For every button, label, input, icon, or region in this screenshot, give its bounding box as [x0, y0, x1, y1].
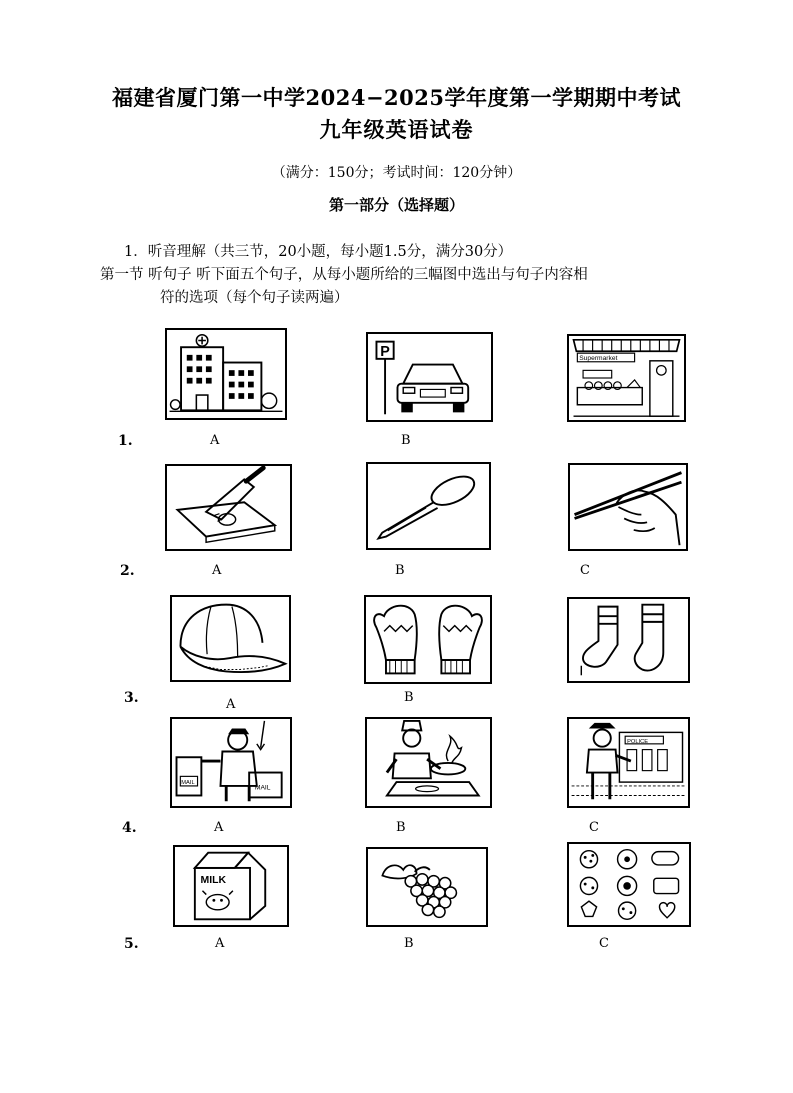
option-label: B: [395, 563, 405, 578]
exam-meta: （满分：150分；考试时间：120分钟）: [271, 165, 522, 181]
option-label: A: [210, 433, 220, 448]
option-2a-picture: [165, 464, 292, 551]
question-number: 5.: [124, 936, 139, 952]
parking-car-icon: [368, 334, 491, 420]
mailman-icon: [172, 719, 290, 806]
section-heading: 1．听音理解（共三节，20小题，每小题1.5分，满分30分）: [124, 244, 513, 260]
option-2c-picture: [568, 463, 688, 551]
option-3a-picture: [170, 595, 291, 682]
question-number: 1.: [118, 433, 133, 449]
milk-carton-icon: [175, 847, 287, 925]
option-label: C: [580, 563, 590, 578]
option-4b-picture: [365, 717, 492, 808]
option-1a-picture: [165, 328, 287, 420]
instruction-line-2: 符的选项（每个句子读两遍）: [160, 290, 349, 306]
option-5c-picture: [567, 842, 691, 927]
option-5a-picture: [173, 845, 289, 927]
option-4c-picture: [567, 717, 690, 808]
supermarket-sign: Supermarket: [579, 354, 618, 362]
option-3b-picture: [364, 595, 492, 684]
option-label: A: [214, 820, 224, 835]
option-label: C: [599, 936, 609, 951]
knife-cutting-board-icon: [167, 466, 290, 549]
option-3c-picture: [567, 597, 690, 683]
mailbag-text: MAIL: [254, 784, 271, 792]
question-number: 2.: [120, 563, 135, 579]
chopsticks-icon: [570, 465, 686, 549]
exam-title-line-2: 九年级英语试卷: [319, 117, 474, 142]
option-5b-picture: [366, 847, 488, 927]
option-2b-picture: [366, 462, 491, 550]
policeman-icon: [569, 719, 688, 806]
part-heading: 第一部分（选择题）: [328, 196, 464, 214]
exam-title-line-1: 福建省厦门第一中学2024−2025学年度第一学期期中考试: [112, 85, 681, 110]
mittens-icon: [366, 597, 490, 682]
question-number: 3.: [124, 690, 139, 706]
svg-text:P: P: [380, 343, 390, 360]
grapes-icon: [368, 849, 486, 925]
option-label: B: [404, 936, 414, 951]
cookies-icon: [569, 844, 689, 925]
option-label: B: [396, 820, 406, 835]
question-number: 4.: [122, 820, 137, 836]
hospital-icon: [167, 330, 285, 418]
spoon-icon: [368, 464, 489, 548]
supermarket-icon: [569, 336, 684, 420]
option-label: C: [589, 820, 599, 835]
carton-label: MILK: [200, 875, 227, 887]
option-label: B: [404, 690, 414, 705]
instruction-line-1: 第一节 听句子 听下面五个句子，从每小题所给的三幅图中选出与句子内容相: [100, 267, 588, 283]
option-label: A: [215, 936, 225, 951]
option-label: A: [212, 563, 222, 578]
option-1b-picture: [366, 332, 493, 422]
option-label: B: [401, 433, 411, 448]
socks-icon: [569, 599, 688, 681]
cook-icon: [367, 719, 490, 806]
option-1c-picture: [567, 334, 686, 422]
option-label: A: [226, 697, 236, 712]
option-4a-picture: [170, 717, 292, 808]
cap-icon: [172, 597, 289, 680]
mailbox-text: MAIL: [181, 780, 195, 787]
police-sign: POLICE: [627, 738, 649, 745]
